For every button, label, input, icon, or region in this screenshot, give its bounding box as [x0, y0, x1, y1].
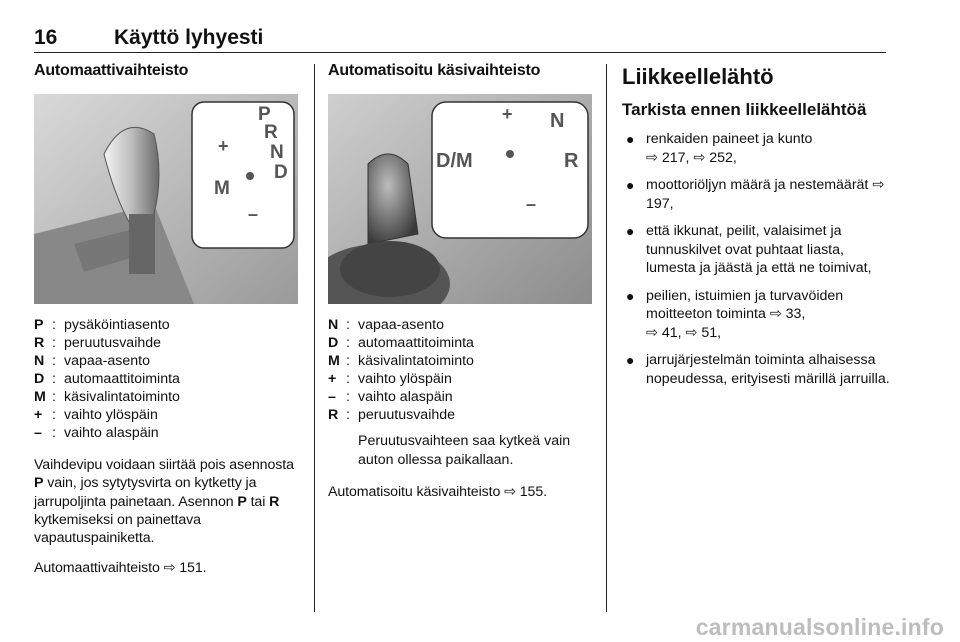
section-title: Liikkeellelähtö	[622, 64, 774, 89]
page-ref-link[interactable]: 155.	[519, 484, 547, 500]
reference-paragraph: Automatisoitu käsivaihteisto ⇨ 155.	[328, 484, 547, 500]
legend-row: D : automaattitoiminta	[328, 335, 474, 351]
column-automated-manual	[328, 62, 590, 501]
page-number: 16	[34, 26, 58, 49]
legend	[34, 316, 300, 442]
page-ref-link[interactable]: 217,	[661, 149, 694, 166]
legend-row: M : käsivalintatoiminto	[34, 389, 180, 405]
legend	[328, 316, 590, 424]
header-rule	[34, 52, 886, 53]
label-N: N	[270, 142, 284, 163]
page-title: Käyttö lyhyesti	[114, 26, 264, 49]
label-R: R	[564, 150, 579, 172]
page-ref-link[interactable]: 33,	[785, 306, 806, 322]
list-item: ● moottoriöljyn määrä ja nestemäärät ⇨ 197,	[622, 176, 892, 213]
section-subtitle: Tarkista ennen liikkeellelähtöä	[622, 100, 867, 119]
label-D: D	[274, 162, 288, 183]
watermark: carmanualsonline.info	[695, 614, 944, 640]
legend-row: – : vaihto alaspäin	[34, 425, 159, 441]
reverse-note: Peruutusvaihteen saa kytkeä vain auton ollessa paikallaan.	[358, 433, 571, 468]
page-header	[34, 26, 886, 52]
legend-row: + : vaihto ylöspäin	[328, 371, 452, 387]
bullet-icon: ●	[626, 131, 635, 147]
lever-release-paragraph: Vaihdevipu voidaan siirtää pois asennosta P vain, jos sytytysvirta on kytketty ja jarrupoljinta painetaan. Asennon P tai R kytkemiseksi on painettava vapautuspainiketta.	[34, 457, 294, 547]
bullet-icon: ●	[626, 223, 635, 239]
bullet-icon: ●	[626, 352, 635, 368]
label-minus: –	[248, 204, 259, 224]
page-ref-link[interactable]: 197,	[646, 195, 674, 212]
page-ref-icon: ⇨	[872, 177, 885, 193]
page-ref-icon: ⇨	[504, 484, 520, 500]
label-minus: –	[526, 194, 537, 214]
label-plus: +	[218, 136, 229, 156]
legend-row: – : vaihto alaspäin	[328, 389, 453, 405]
page-ref-icon: ⇨	[646, 324, 662, 341]
list-item: ● jarrujärjestelmän toiminta alhaisessa nopeudessa, erityisesti märillä jarruilla.	[622, 351, 892, 388]
legend-row: R : peruutusvaihde	[34, 335, 162, 351]
label-N: N	[550, 110, 565, 132]
page-ref-icon: ⇨	[163, 560, 180, 577]
legend-row: N : vapaa-asento	[34, 353, 150, 369]
page-ref-link[interactable]: 41,	[661, 324, 686, 341]
section-title: Automatisoitu käsivaihteisto	[328, 62, 541, 79]
page-ref-icon: ⇨	[693, 149, 710, 166]
label-P: P	[258, 104, 271, 125]
page-ref-link[interactable]: 51,	[701, 324, 722, 341]
legend-row: R : peruutusvaihde	[328, 407, 456, 423]
legend-row: N : vapaa-asento	[328, 317, 444, 333]
section-title: Automaattivaihteisto	[34, 62, 189, 79]
page-ref-link[interactable]: 252,	[709, 149, 737, 166]
list-item: ● että ikkunat, peilit, valaisimet ja tunnuskilvet ovat puhtaat liasta, lumesta ja jäästä ja että ne toimivat,	[622, 222, 892, 278]
legend-row: P : pysäköintiasento	[34, 317, 170, 333]
bullet-icon: ●	[626, 177, 635, 193]
automatic-gear-lever-figure	[34, 94, 298, 304]
page-ref-icon: ⇨	[646, 149, 662, 166]
label-plus: +	[502, 104, 513, 124]
label-M: M	[214, 178, 230, 199]
list-item: ● peilien, istuimien ja turvavöiden moitteeton toiminta ⇨ 33, ⇨ 41, ⇨ 51,	[622, 287, 892, 343]
column-starting-off	[622, 62, 892, 397]
list-item: ● renkaiden paineet ja kunto ⇨ 217, ⇨ 252,	[622, 130, 892, 167]
legend-row: D : automaattitoiminta	[34, 371, 180, 387]
legend-row: M : käsivalintatoiminto	[328, 353, 474, 369]
column-divider-1	[314, 64, 315, 612]
reference-paragraph: Automaattivaihteisto ⇨ 151.	[34, 560, 207, 577]
column-divider-2	[606, 64, 607, 612]
page-ref-link[interactable]: 151.	[179, 560, 207, 577]
page-ref-icon: ⇨	[769, 306, 786, 322]
automated-gear-lever-figure	[328, 94, 592, 304]
label-DM: D/M	[436, 150, 473, 172]
legend-row: + : vaihto ylöspäin	[34, 407, 158, 423]
column-automatic-transmission	[34, 62, 300, 578]
bullet-icon: ●	[626, 287, 635, 304]
label-R: R	[264, 122, 278, 143]
page-ref-icon: ⇨	[685, 324, 702, 341]
